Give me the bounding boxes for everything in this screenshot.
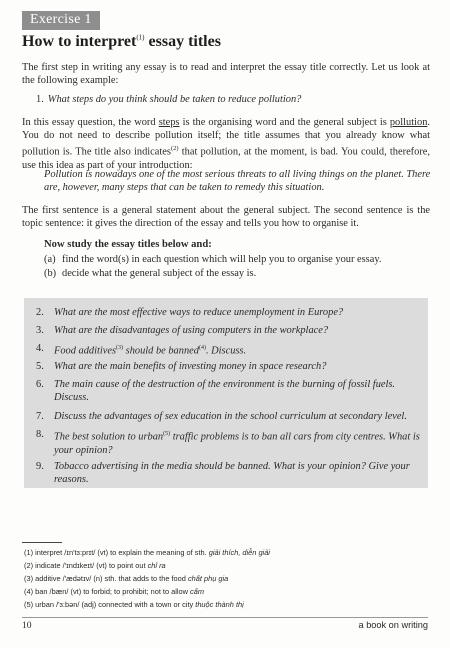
study-item-b: (b) decide what the general subject of the essay is. [44, 268, 257, 279]
footnote-5: (5) urban /'ɜ:bən/ (adj) connected with a town or city thuộc thành thị [24, 600, 244, 609]
question-6: 6. The main cause of the destruction of the environment is the burning of fossil fuels. Discuss. [36, 379, 396, 404]
footnote-3: (3) additive /'ædətɪv/ (n) sth. that adds to the food chất phụ gia [24, 574, 229, 583]
question-4: 4. Food additives$^{(3)}$ should be banned$^{(4)}$. Discuss. [36, 343, 247, 357]
question-7: 7. Discuss the advantages of sex education in the school curriculum at secondary level. [36, 411, 407, 422]
footnote-4: (4) ban /bæn/ (vt) to forbid; to prohibit; not to allow cấm [24, 587, 205, 596]
study-item-a: (a) find the word(s) in each question which will help you to organise your essay. [44, 254, 382, 265]
footnote-rule [22, 542, 62, 543]
footer-brand: a book on writing [358, 620, 428, 630]
analysis-paragraph: The first sentence is a general statement about the general subject. The second sentence is the topic sentence: it gives the direction of the essay and tells you how to organise it. [22, 205, 430, 230]
question-9: 9. Tobacco advertising in the media should be banned. What is your opinion? Give your reasons. [36, 461, 410, 486]
footer-divider [22, 617, 428, 618]
page-number: 10 [22, 620, 32, 631]
question-8: 8. The best solution to urban$^{(5)}$ traffic problems is to ban all cars from city centres. What is your opinion? [36, 429, 420, 456]
question-3: 3. What are the disadvantages of using computers in the workplace? [36, 325, 329, 336]
footnote-2: (2) indicate /'ɪndɪkeɪt/ (vt) to point out chỉ ra [24, 561, 166, 570]
page-title: How to interpret$^{(1)}$ essay titles [22, 33, 221, 50]
example-question: 1. What steps do you think should be taken to reduce pollution? [36, 94, 302, 105]
question-2: 2. What are the most effective ways to reduce unemployment in Europe? [36, 307, 344, 318]
question-5: 5. What are the main benefits of investing money in space research? [36, 361, 327, 372]
intro-paragraph: The first step in writing any essay is to read and interpret the essay title correctly. Let us look at the following example: [22, 62, 430, 87]
exercise-label: Exercise 1 [22, 11, 100, 30]
study-heading: Now study the essay titles below and: [44, 239, 212, 250]
example-introduction: Pollution is nowadays one of the most serious threats to all living things on the planet. There are, however, many steps that can be taken to remedy this situation. [44, 169, 431, 194]
footnote-1: (1) interpret /ɪn'tɜ:prɪt/ (vt) to explain the meaning of sth. giải thích, diễn giải [24, 548, 270, 557]
explanation-paragraph: In this essay question, the word steps is the organising word and the general subject is pollution. You do not need to describe pollution itself; the title assumes that you already know what pollution is. The title also indicates$^{(2)}$ that pollution, at the moment, is bad. You could, therefore, use this idea as part of your introduction: [22, 117, 431, 172]
